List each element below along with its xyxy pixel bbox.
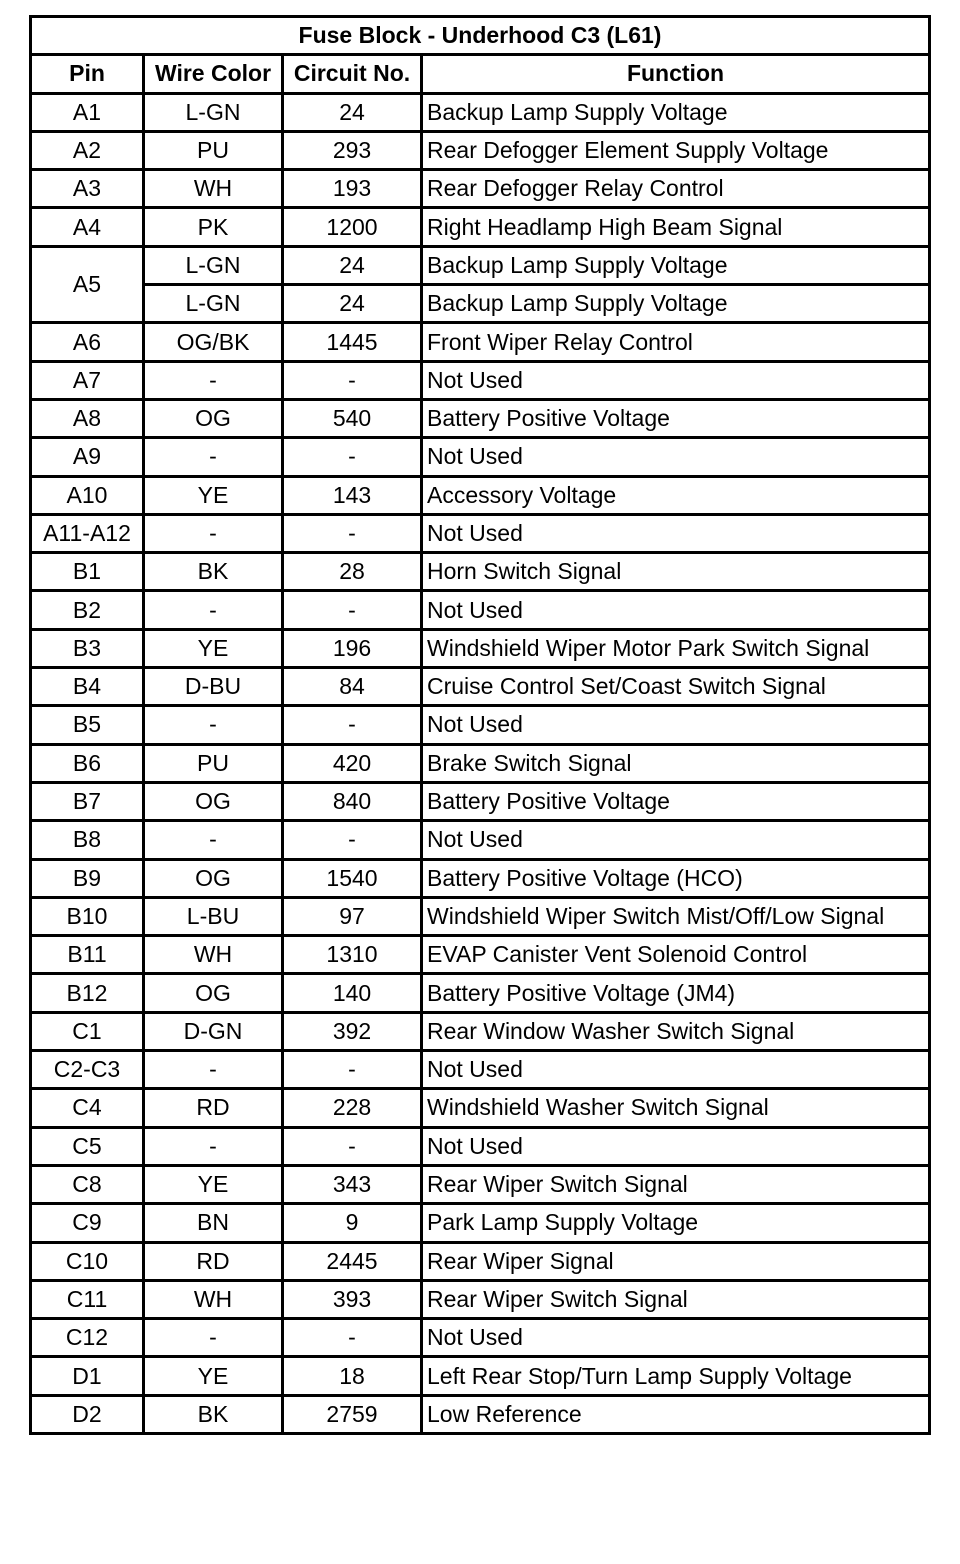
- circuit-no-cell: 393: [283, 1280, 422, 1318]
- table-row: [31, 897, 930, 935]
- circuit-no-cell: 343: [283, 1165, 422, 1203]
- circuit-no-cell: 293: [283, 131, 422, 169]
- table-row: [31, 1242, 930, 1280]
- function-cell: Rear Wiper Switch Signal: [422, 1165, 930, 1203]
- circuit-no-cell: 540: [283, 399, 422, 437]
- function-cell: Rear Defogger Relay Control: [422, 170, 930, 208]
- circuit-no-cell: 24: [283, 285, 422, 323]
- table-row: [31, 1319, 930, 1357]
- wire-color-cell: WH: [144, 936, 283, 974]
- table-row: [31, 974, 930, 1012]
- function-cell: Not Used: [422, 514, 930, 552]
- function-cell: Rear Defogger Element Supply Voltage: [422, 131, 930, 169]
- pin-cell: B6: [31, 744, 144, 782]
- function-cell: Park Lamp Supply Voltage: [422, 1204, 930, 1242]
- table-row: [31, 744, 930, 782]
- table-row: [31, 1012, 930, 1050]
- function-cell: Cruise Control Set/Coast Switch Signal: [422, 668, 930, 706]
- pin-cell: C10: [31, 1242, 144, 1280]
- function-cell: Not Used: [422, 1051, 930, 1089]
- pin-cell: C4: [31, 1089, 144, 1127]
- table-body: [31, 93, 930, 1433]
- function-cell: Accessory Voltage: [422, 476, 930, 514]
- function-cell: Rear Window Washer Switch Signal: [422, 1012, 930, 1050]
- pin-cell: C5: [31, 1127, 144, 1165]
- pin-cell: C12: [31, 1319, 144, 1357]
- pin-cell: B10: [31, 897, 144, 935]
- table-row: [31, 399, 930, 437]
- wire-color-cell: RD: [144, 1242, 283, 1280]
- wire-color-cell: OG/BK: [144, 323, 283, 361]
- wire-color-cell: -: [144, 821, 283, 859]
- function-cell: Rear Wiper Switch Signal: [422, 1280, 930, 1318]
- function-cell: Not Used: [422, 1319, 930, 1357]
- circuit-no-cell: 18: [283, 1357, 422, 1395]
- wire-color-cell: WH: [144, 170, 283, 208]
- wire-color-cell: L-BU: [144, 897, 283, 935]
- pin-cell: A7: [31, 361, 144, 399]
- table-row: [31, 1395, 930, 1433]
- pin-cell: A10: [31, 476, 144, 514]
- circuit-no-cell: 1200: [283, 208, 422, 246]
- fuse-block-table: [29, 15, 931, 1435]
- function-cell: Backup Lamp Supply Voltage: [422, 246, 930, 284]
- wire-color-cell: WH: [144, 1280, 283, 1318]
- function-cell: Low Reference: [422, 1395, 930, 1433]
- wire-color-cell: YE: [144, 629, 283, 667]
- wire-color-cell: D-BU: [144, 668, 283, 706]
- circuit-no-cell: 193: [283, 170, 422, 208]
- function-cell: Battery Positive Voltage (HCO): [422, 859, 930, 897]
- wire-color-cell: PU: [144, 744, 283, 782]
- pin-cell: A11-A12: [31, 514, 144, 552]
- pin-cell: A4: [31, 208, 144, 246]
- circuit-no-cell: 392: [283, 1012, 422, 1050]
- function-cell: Not Used: [422, 1127, 930, 1165]
- pin-cell: C2-C3: [31, 1051, 144, 1089]
- wire-color-cell: L-GN: [144, 246, 283, 284]
- pin-cell: B12: [31, 974, 144, 1012]
- function-cell: Windshield Wiper Switch Mist/Off/Low Signal: [422, 897, 930, 935]
- table-row: [31, 93, 930, 131]
- circuit-no-cell: -: [283, 706, 422, 744]
- function-cell: Front Wiper Relay Control: [422, 323, 930, 361]
- circuit-no-cell: -: [283, 1051, 422, 1089]
- table-row: [31, 668, 930, 706]
- pin-cell: A5: [31, 246, 144, 323]
- function-cell: Not Used: [422, 821, 930, 859]
- wire-color-cell: YE: [144, 1165, 283, 1203]
- table-row: [31, 629, 930, 667]
- table-row: [31, 323, 930, 361]
- table-row: [31, 246, 930, 284]
- wire-color-cell: OG: [144, 782, 283, 820]
- circuit-no-cell: 196: [283, 629, 422, 667]
- circuit-no-cell: -: [283, 591, 422, 629]
- wire-color-cell: PK: [144, 208, 283, 246]
- circuit-no-cell: -: [283, 514, 422, 552]
- wire-color-cell: BK: [144, 1395, 283, 1433]
- wire-color-cell: PU: [144, 131, 283, 169]
- wire-color-cell: -: [144, 438, 283, 476]
- circuit-no-cell: 84: [283, 668, 422, 706]
- table-row: [31, 1165, 930, 1203]
- table-row: [31, 170, 930, 208]
- circuit-no-cell: 2445: [283, 1242, 422, 1280]
- circuit-no-cell: 1445: [283, 323, 422, 361]
- table-row: [31, 936, 930, 974]
- table-row: [31, 553, 930, 591]
- wire-color-cell: L-GN: [144, 93, 283, 131]
- function-cell: Battery Positive Voltage (JM4): [422, 974, 930, 1012]
- circuit-no-cell: -: [283, 1127, 422, 1165]
- wire-color-cell: -: [144, 361, 283, 399]
- table-row: [31, 782, 930, 820]
- pin-cell: B4: [31, 668, 144, 706]
- table-row: [31, 821, 930, 859]
- header-pin: Pin: [31, 55, 144, 93]
- circuit-no-cell: 2759: [283, 1395, 422, 1433]
- wire-color-cell: -: [144, 514, 283, 552]
- circuit-no-cell: 24: [283, 246, 422, 284]
- wire-color-cell: -: [144, 1051, 283, 1089]
- circuit-no-cell: 228: [283, 1089, 422, 1127]
- header-function: Function: [422, 55, 930, 93]
- circuit-no-cell: 28: [283, 553, 422, 591]
- pin-cell: C9: [31, 1204, 144, 1242]
- pin-cell: C1: [31, 1012, 144, 1050]
- pin-cell: C8: [31, 1165, 144, 1203]
- circuit-no-cell: -: [283, 1319, 422, 1357]
- function-cell: Backup Lamp Supply Voltage: [422, 285, 930, 323]
- function-cell: Battery Positive Voltage: [422, 782, 930, 820]
- table-row: [31, 131, 930, 169]
- circuit-no-cell: 24: [283, 93, 422, 131]
- pin-cell: A3: [31, 170, 144, 208]
- wire-color-cell: YE: [144, 1357, 283, 1395]
- title-row: [31, 17, 930, 55]
- function-cell: Not Used: [422, 361, 930, 399]
- function-cell: Windshield Wiper Motor Park Switch Signal: [422, 629, 930, 667]
- pin-cell: B5: [31, 706, 144, 744]
- function-cell: Not Used: [422, 706, 930, 744]
- function-cell: Backup Lamp Supply Voltage: [422, 93, 930, 131]
- function-cell: Windshield Washer Switch Signal: [422, 1089, 930, 1127]
- table-title: Fuse Block - Underhood C3 (L61): [31, 17, 930, 55]
- wire-color-cell: BN: [144, 1204, 283, 1242]
- wire-color-cell: OG: [144, 399, 283, 437]
- wire-color-cell: -: [144, 591, 283, 629]
- circuit-no-cell: -: [283, 821, 422, 859]
- pin-cell: B8: [31, 821, 144, 859]
- wire-color-cell: D-GN: [144, 1012, 283, 1050]
- circuit-no-cell: -: [283, 361, 422, 399]
- header-row: [31, 55, 930, 93]
- pin-cell: A1: [31, 93, 144, 131]
- circuit-no-cell: 840: [283, 782, 422, 820]
- pin-cell: A2: [31, 131, 144, 169]
- table-row: [31, 1051, 930, 1089]
- pin-cell: A6: [31, 323, 144, 361]
- pin-cell: C11: [31, 1280, 144, 1318]
- function-cell: Rear Wiper Signal: [422, 1242, 930, 1280]
- table-row: [31, 476, 930, 514]
- pin-cell: A8: [31, 399, 144, 437]
- function-cell: Not Used: [422, 438, 930, 476]
- table-row: [31, 1280, 930, 1318]
- table-row: [31, 1127, 930, 1165]
- function-cell: EVAP Canister Vent Solenoid Control: [422, 936, 930, 974]
- pin-cell: B2: [31, 591, 144, 629]
- table-row: [31, 361, 930, 399]
- table-row: [31, 514, 930, 552]
- table-row: [31, 591, 930, 629]
- header-wire-color: Wire Color: [144, 55, 283, 93]
- wire-color-cell: -: [144, 1319, 283, 1357]
- pin-cell: B1: [31, 553, 144, 591]
- circuit-no-cell: 143: [283, 476, 422, 514]
- function-cell: Horn Switch Signal: [422, 553, 930, 591]
- table-row: [31, 1089, 930, 1127]
- table-row: [31, 208, 930, 246]
- wire-color-cell: BK: [144, 553, 283, 591]
- function-cell: Right Headlamp High Beam Signal: [422, 208, 930, 246]
- pin-cell: B3: [31, 629, 144, 667]
- circuit-no-cell: 1540: [283, 859, 422, 897]
- circuit-no-cell: -: [283, 438, 422, 476]
- wire-color-cell: OG: [144, 974, 283, 1012]
- function-cell: Left Rear Stop/Turn Lamp Supply Voltage: [422, 1357, 930, 1395]
- pin-cell: D1: [31, 1357, 144, 1395]
- circuit-no-cell: 1310: [283, 936, 422, 974]
- pin-cell: B11: [31, 936, 144, 974]
- wire-color-cell: RD: [144, 1089, 283, 1127]
- wire-color-cell: -: [144, 1127, 283, 1165]
- table-row: [31, 859, 930, 897]
- wire-color-cell: -: [144, 706, 283, 744]
- table-row: [31, 438, 930, 476]
- table-row: [31, 1204, 930, 1242]
- circuit-no-cell: 140: [283, 974, 422, 1012]
- pin-cell: D2: [31, 1395, 144, 1433]
- wire-color-cell: L-GN: [144, 285, 283, 323]
- pin-cell: B7: [31, 782, 144, 820]
- pin-cell: A9: [31, 438, 144, 476]
- table-row: [31, 1357, 930, 1395]
- circuit-no-cell: 420: [283, 744, 422, 782]
- table-row: [31, 285, 930, 323]
- wire-color-cell: YE: [144, 476, 283, 514]
- pin-cell: B9: [31, 859, 144, 897]
- circuit-no-cell: 97: [283, 897, 422, 935]
- circuit-no-cell: 9: [283, 1204, 422, 1242]
- table-row: [31, 706, 930, 744]
- header-circuit-no: Circuit No.: [283, 55, 422, 93]
- function-cell: Battery Positive Voltage: [422, 399, 930, 437]
- function-cell: Not Used: [422, 591, 930, 629]
- function-cell: Brake Switch Signal: [422, 744, 930, 782]
- wire-color-cell: OG: [144, 859, 283, 897]
